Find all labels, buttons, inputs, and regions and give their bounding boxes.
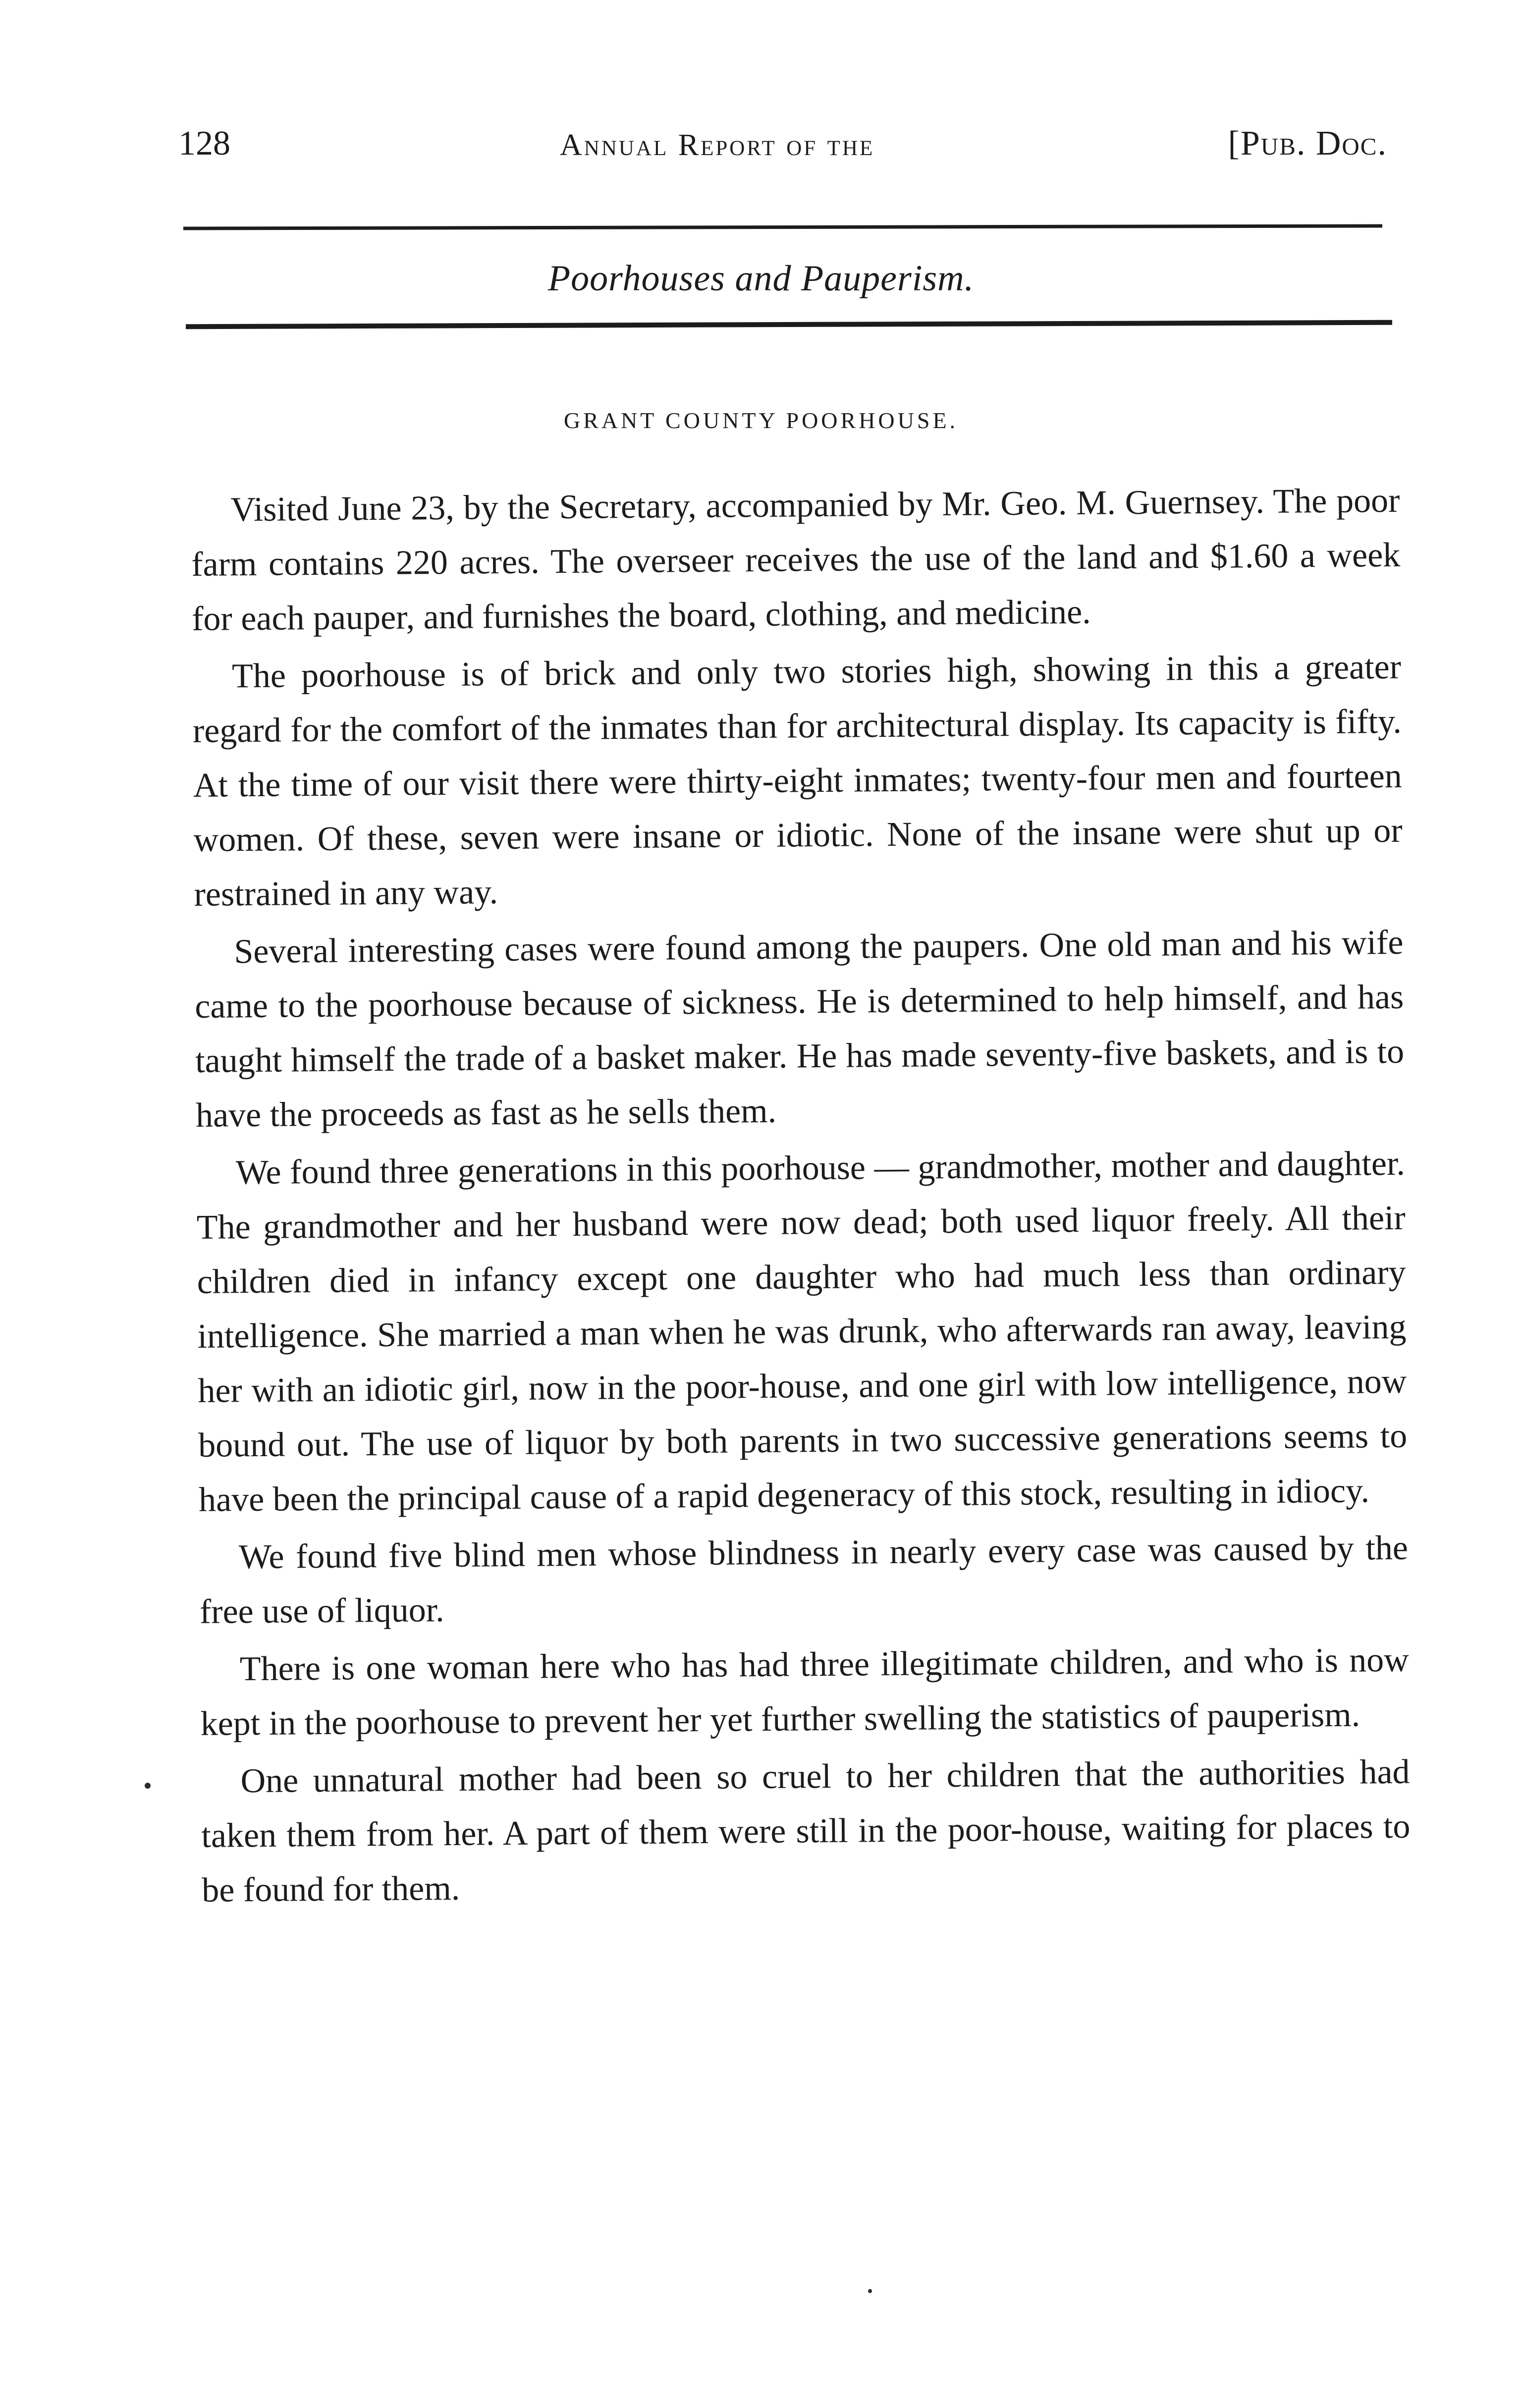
paragraph-generations: We found three generations in this poorhouse — grandmother, mother and daughter. The grandmother and her husband were now dead; both used liquor freely. All their children died in infancy except one daughter who had much less than ordinary intelligence. She married a man when he was drunk, who afterwards ran away, leaving her with an idiotic girl, now in the poor-house, and one girl with low intelligence, now bound out. The use of liquor by both parents in two successive generations seems to have been the principal cause of a rapid degeneracy of this stock, resulting in idiocy. [196, 1144, 1408, 1519]
stray-ink-mark [145, 1783, 151, 1789]
article-body [191, 474, 1411, 1921]
running-head [178, 124, 1387, 178]
paragraph-woman: There is one woman here who has had three illegitimate children, and who is now kept in the poorhouse to prevent her yet further swelling the statistics of pauperism. [200, 1641, 1410, 1743]
report-title: Annual Report of the [560, 128, 875, 162]
document-tag: [Pub. Doc. [1228, 124, 1387, 163]
page-number: 128 [178, 124, 230, 163]
stray-ink-mark [868, 2289, 872, 2293]
paragraph-building: The poorhouse is of brick and only two stories high, showing in this a greater regard for the comfort of the inmates than for architectural display. Its capacity is fifty. At the time of our visit there were thirty-eight inmates; twenty-four men and fourteen women. Of these, seven were insane or idiotic. None of the insane were shut up or restrained in any way. [192, 648, 1403, 914]
section-title: Poorhouses and Pauperism. [547, 258, 975, 299]
paragraph-mother: One unnatural mother had been so cruel to her children that the authorities had taken them from her. A part of them were still in the poor-house, waiting for places to be found for them. [201, 1752, 1411, 1910]
header-rule-bottom [186, 320, 1392, 329]
article-heading: GRANT COUNTY POORHOUSE. [563, 408, 959, 433]
header-rule-top [183, 224, 1382, 230]
paragraph-cases: Several interesting cases were found among the paupers. One old man and his wife came to the poorhouse because of sickness. He is determined to help himself, and has taught himself the trade of a basket maker. He has made seventy-five baskets, and is to have the proceeds as fast as he sells them. [194, 923, 1405, 1135]
paragraph-blind-men: We found five blind men whose blindness in nearly every case was caused by the free use of liquor. [199, 1529, 1409, 1631]
paragraph-visit: Visited June 23, by the Secretary, accompanied by Mr. Geo. M. Guernsey. The poor farm contains 220 acres. The overseer receives the use of the land and $1.60 a week for each pauper, and furnishes the board, clothing, and medicine. [191, 481, 1401, 638]
